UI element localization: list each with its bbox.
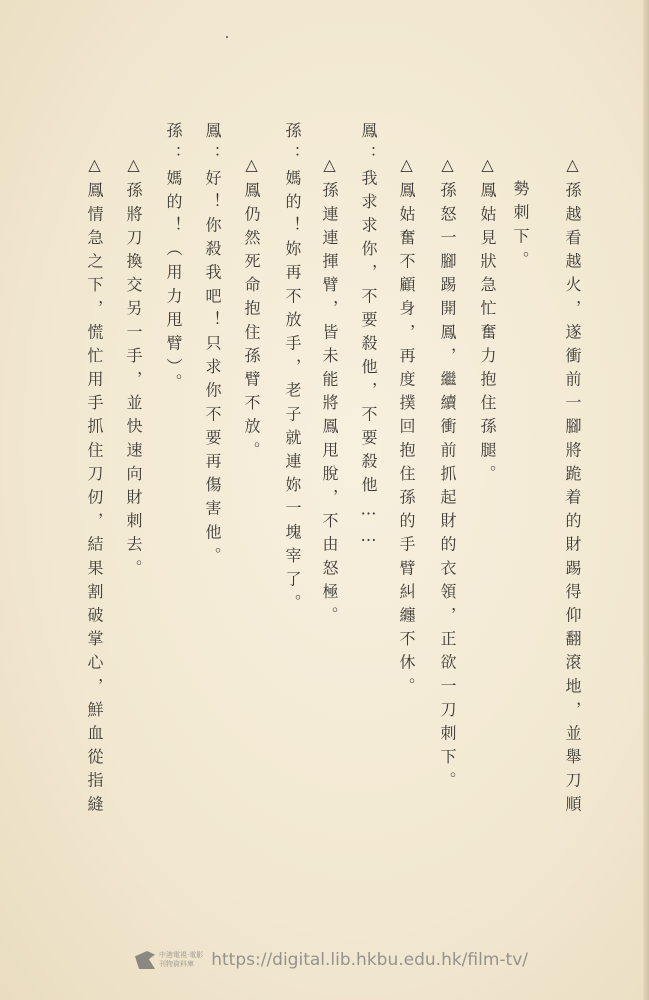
logo-line-2: 刊物資料庫 — [159, 960, 194, 968]
script-line-1: △孫越看越火，遂衝前一腳將跪着的財踢得仰翻滾地，並舉刀順 — [563, 155, 582, 819]
script-line-3: △鳳姑見狀急忙奮力抱住孫腿。 — [478, 155, 497, 489]
script-line-2: 勢刺下。 — [511, 180, 530, 275]
watermark-footer — [135, 950, 528, 970]
page-edge — [643, 0, 649, 1000]
script-line-4: △孫怒一腳踢開鳳，繼續衝前抓起財的衣領，正欲一刀刺下。 — [438, 155, 457, 796]
source-url: https://digital.lib.hkbu.edu.hk/film-tv/ — [211, 950, 528, 970]
script-line-6: 鳳：我求求你，不要殺他，不要殺他…… — [359, 122, 378, 553]
logo-line-1: 中港電視·電影 — [159, 951, 204, 959]
script-line-11: 孫：媽的！（用力甩臂）。 — [164, 122, 183, 398]
archive-logo — [135, 951, 203, 969]
script-line-7: △孫連連揮臂，皆未能將鳳甩脫，不由怒極。 — [320, 155, 339, 630]
script-line-8: 孫：媽的！妳再不放手，老子就連妳一塊宰了。 — [283, 122, 302, 618]
script-line-9: △鳳仍然死命抱住孫臂不放。 — [242, 155, 261, 465]
script-line-13: △鳳情急之下，慌忙用手抓住刀仞，結果割破掌心，鮮血從指縫 — [85, 155, 104, 819]
script-line-5: △鳳姑奮不顧身，再度撲回抱住孫的手臂糾纏不休。 — [397, 155, 416, 701]
script-line-10: 鳳：好！你殺我吧！只求你不要再傷害他。 — [203, 122, 222, 571]
ink-speck — [226, 36, 228, 38]
script-line-12: △孫將刀換交另一手，並快速向財刺去。 — [124, 155, 143, 583]
camera-logo-icon — [135, 951, 155, 969]
